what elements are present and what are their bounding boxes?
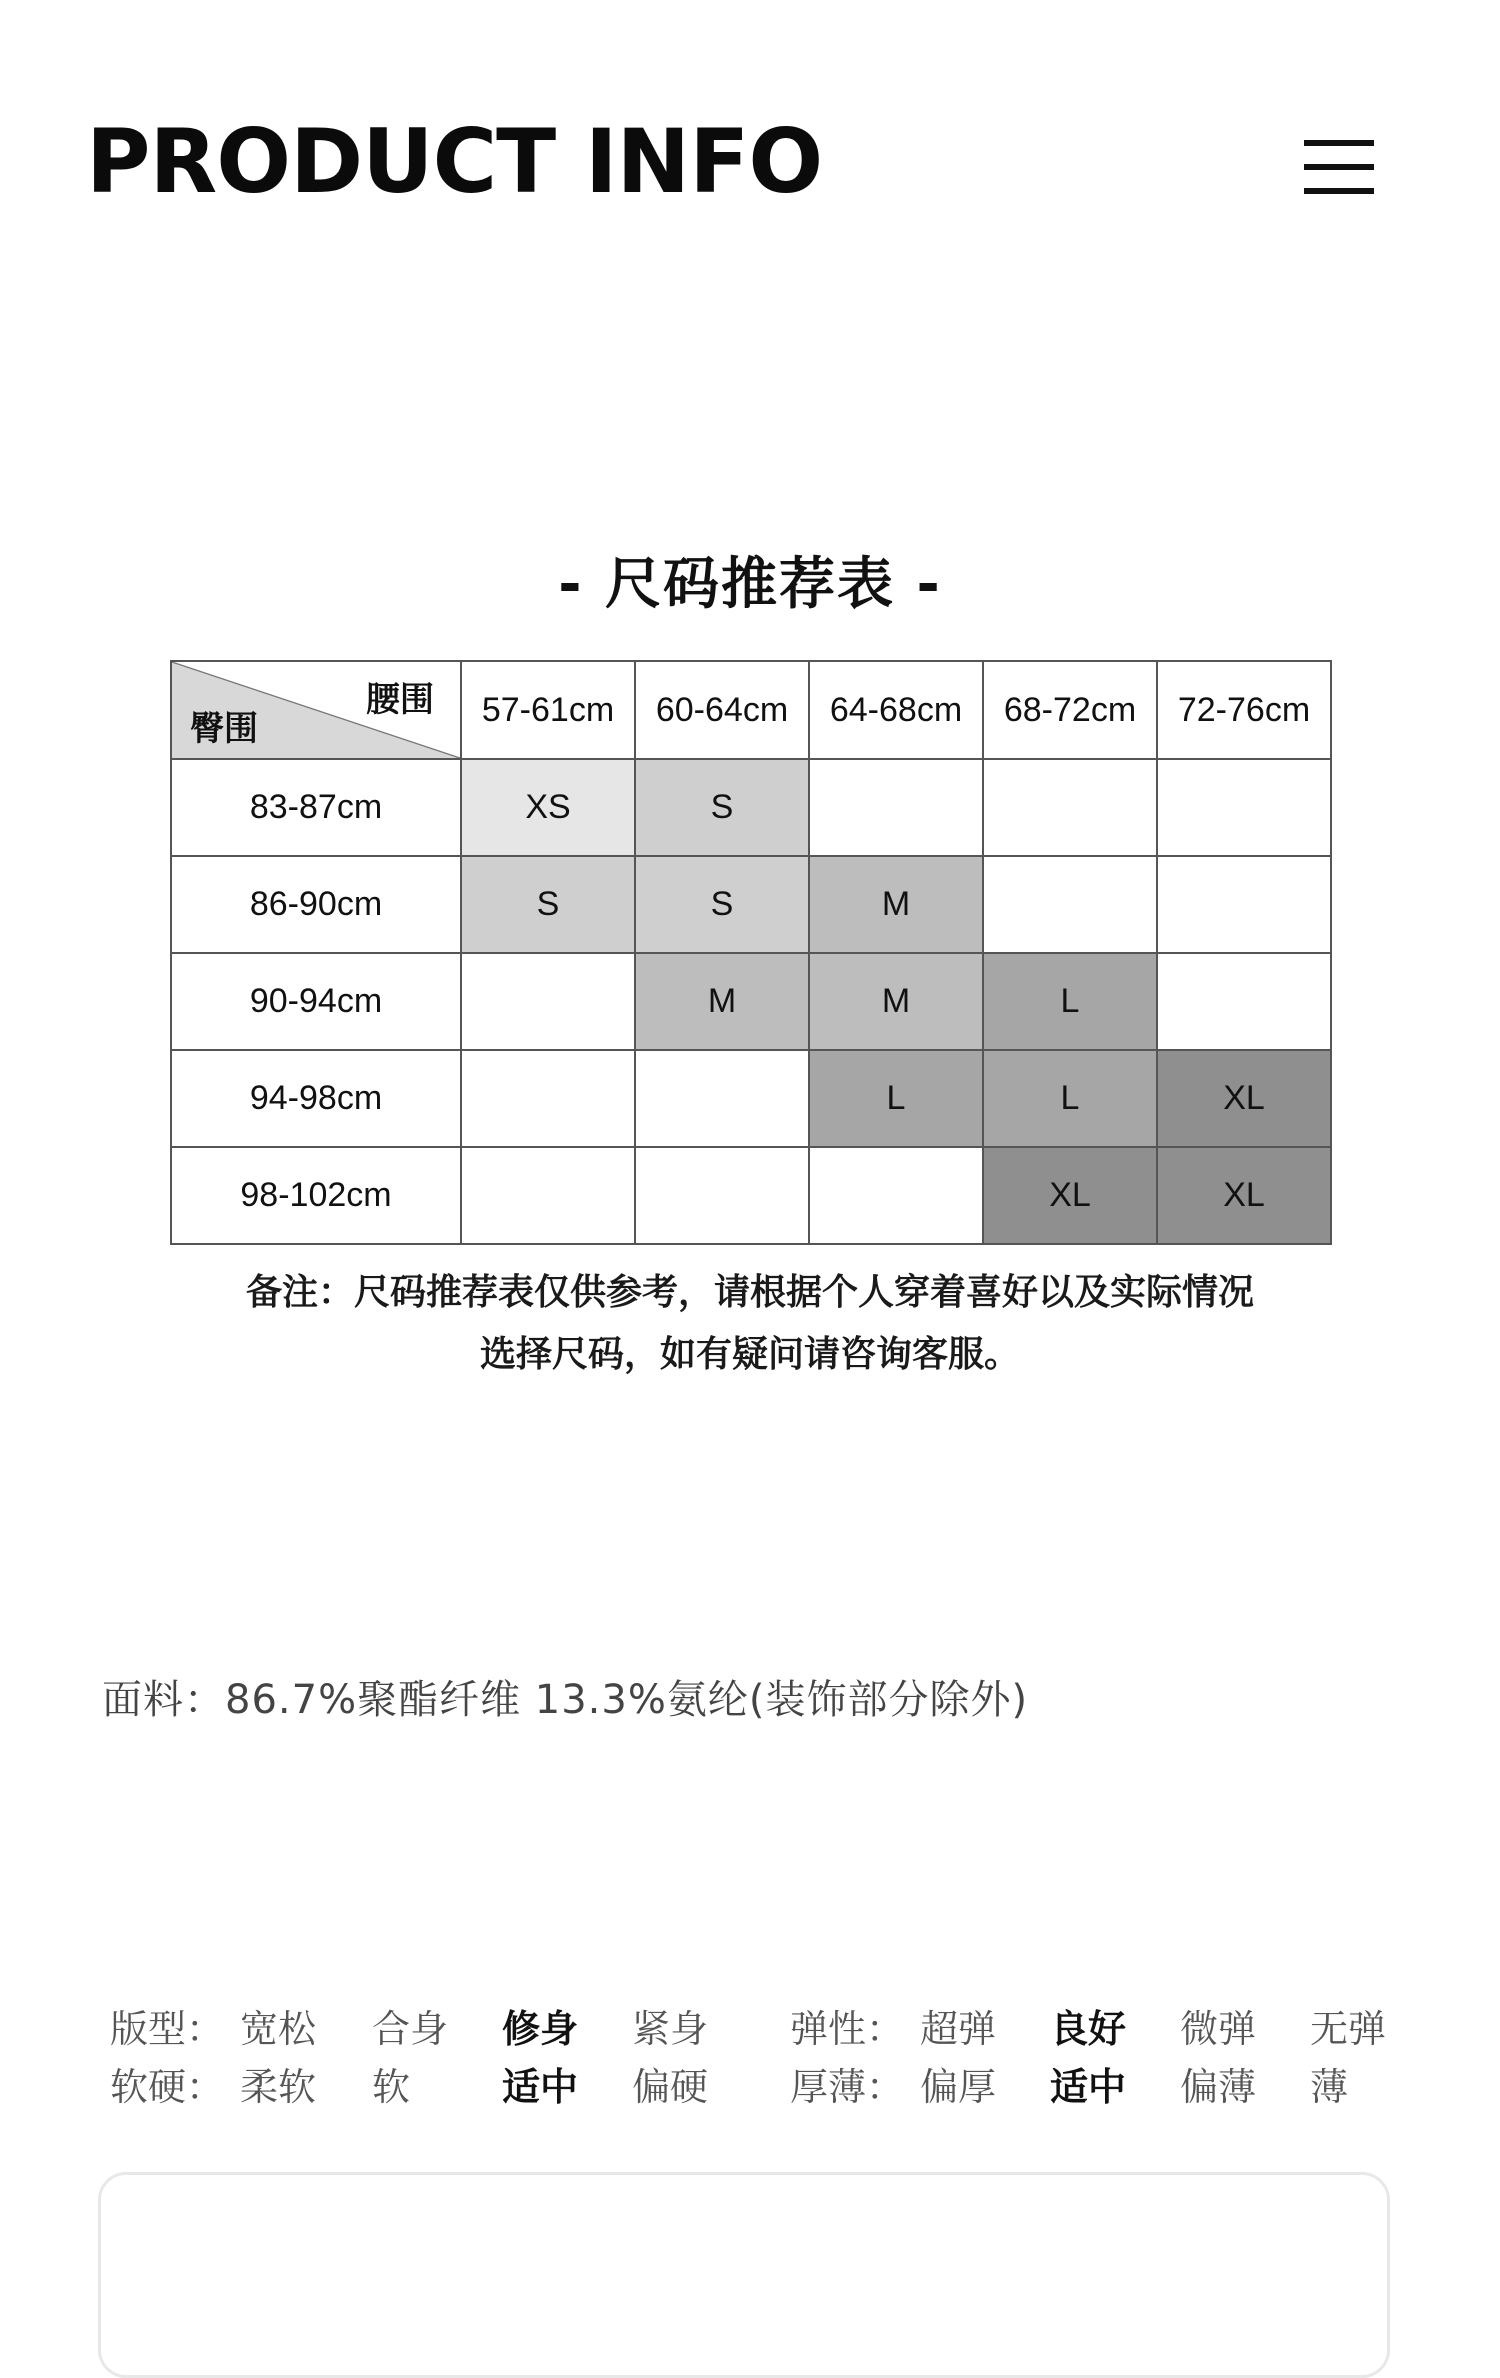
fit-label: 版型： — [110, 2007, 225, 2051]
size-cell — [983, 856, 1157, 953]
content-card — [98, 2172, 1390, 2378]
size-cell: L — [983, 953, 1157, 1050]
size-chart-row — [171, 953, 1331, 1050]
size-chart-row — [171, 1147, 1331, 1244]
menu-bar — [1304, 140, 1374, 146]
softness-option: 软 — [372, 2065, 411, 2109]
size-cell: XL — [1157, 1050, 1331, 1147]
size-cell: L — [809, 1050, 983, 1147]
size-cell — [635, 1050, 809, 1147]
size-cell: S — [461, 856, 635, 953]
elasticity-option: 超弹 — [920, 2007, 997, 2051]
size-cell: XL — [1157, 1147, 1331, 1244]
thickness-option: 偏薄 — [1180, 2065, 1257, 2109]
waist-column-header: 72-76cm — [1157, 661, 1331, 759]
size-cell — [1157, 953, 1331, 1050]
waist-column-header: 60-64cm — [635, 661, 809, 759]
size-cell: M — [809, 953, 983, 1050]
size-chart-table — [170, 660, 1332, 1245]
fit-option: 合身 — [372, 2007, 449, 2051]
thickness-option: 偏厚 — [920, 2065, 997, 2109]
size-cell: M — [635, 953, 809, 1050]
elasticity-option-selected: 良好 — [1050, 2007, 1127, 2051]
elasticity-label: 弹性： — [790, 2007, 905, 2051]
page-title: PRODUCT INFO — [86, 110, 823, 213]
thickness-label: 厚薄： — [790, 2065, 905, 2109]
hamburger-menu-icon[interactable] — [1304, 140, 1380, 196]
softness-option: 偏硬 — [632, 2065, 709, 2109]
size-chart-row — [171, 759, 1331, 856]
menu-bar — [1304, 164, 1374, 170]
fabric-value: 86.7%聚酯纤维 13.3%氨纶(装饰部分除外) — [225, 1677, 1029, 1723]
waist-column-header: 64-68cm — [809, 661, 983, 759]
size-cell: XS — [461, 759, 635, 856]
waist-column-header: 68-72cm — [983, 661, 1157, 759]
size-chart-corner-cell — [171, 661, 461, 759]
note-line: 备注：尺码推荐表仅供参考，请根据个人穿着喜好以及实际情况 — [245, 1272, 1254, 1313]
fit-option: 紧身 — [632, 2007, 709, 2051]
thickness-option: 薄 — [1310, 2065, 1349, 2109]
size-cell: S — [635, 856, 809, 953]
size-cell — [983, 759, 1157, 856]
hip-row-header: 98-102cm — [171, 1147, 461, 1244]
fabric-info — [102, 1668, 1028, 1725]
size-cell: M — [809, 856, 983, 953]
fit-option: 宽松 — [240, 2007, 317, 2051]
size-cell — [1157, 856, 1331, 953]
fit-option-selected: 修身 — [502, 2007, 579, 2051]
hip-row-header: 94-98cm — [171, 1050, 461, 1147]
size-cell: S — [635, 759, 809, 856]
size-cell: L — [983, 1050, 1157, 1147]
thickness-option-selected: 适中 — [1050, 2065, 1127, 2109]
elasticity-option: 无弹 — [1310, 2007, 1387, 2051]
softness-option: 柔软 — [240, 2065, 317, 2109]
menu-bar — [1304, 188, 1374, 194]
fabric-label: 面料： — [102, 1677, 225, 1723]
note-line: 选择尺码，如有疑问请咨询客服。 — [479, 1334, 1020, 1375]
size-cell — [461, 1147, 635, 1244]
size-chart-row — [171, 1050, 1331, 1147]
softness-label: 软硬： — [110, 2065, 225, 2109]
size-cell — [1157, 759, 1331, 856]
size-cell — [461, 1050, 635, 1147]
size-cell: XL — [983, 1147, 1157, 1244]
size-cell — [809, 1147, 983, 1244]
hip-row-header: 90-94cm — [171, 953, 461, 1050]
elasticity-option: 微弹 — [1180, 2007, 1257, 2051]
hip-row-header: 83-87cm — [171, 759, 461, 856]
size-chart-header-row — [171, 661, 1331, 759]
waist-label: 腰围 — [366, 681, 434, 719]
size-cell — [635, 1147, 809, 1244]
size-chart-title: - 尺码推荐表 - — [558, 552, 942, 617]
hip-row-header: 86-90cm — [171, 856, 461, 953]
size-cell — [809, 759, 983, 856]
size-chart-row — [171, 856, 1331, 953]
size-chart-note — [140, 1262, 1360, 1386]
hip-label: 臀围 — [190, 710, 258, 748]
size-cell — [461, 953, 635, 1050]
softness-option-selected: 适中 — [502, 2065, 579, 2109]
waist-column-header: 57-61cm — [461, 661, 635, 759]
